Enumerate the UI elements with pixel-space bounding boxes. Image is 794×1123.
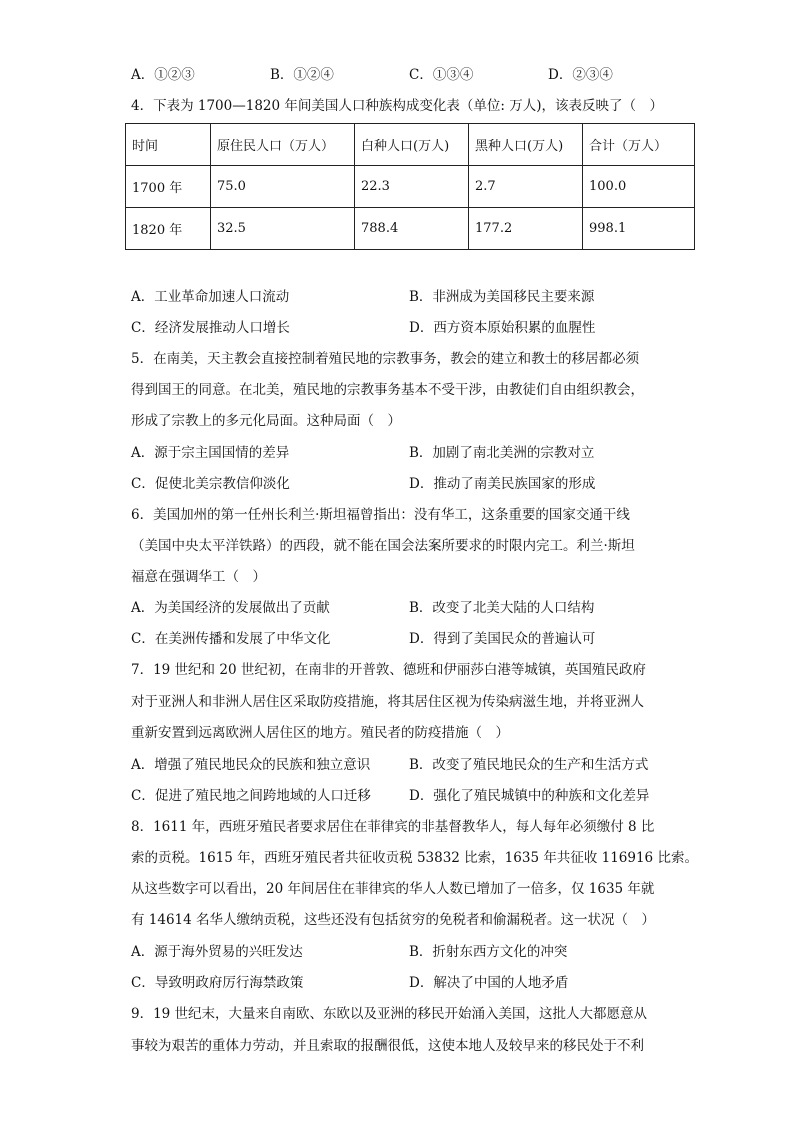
q6-line: 6．美国加州的第一任州长利兰·斯坦福曾指出：没有华工，这条重要的国家交通干线 [131,507,630,523]
q4-option-c: C．经济发展推动人口增长 [131,320,290,336]
q5-option-a: A．源于宗主国国情的差异 [131,445,290,461]
table-cell: 788.4 [355,208,469,250]
table-cell: 998.1 [583,208,695,250]
table-cell: 32.5 [211,208,355,250]
q5-line: 5．在南美，天主教会直接控制着殖民地的宗教事务，教会的建立和教士的移居都必须 [131,351,640,367]
q6-option-d: D．得到了美国民众的普遍认可 [409,631,596,647]
table-header-row [126,124,695,166]
q7-option-c: C．促进了殖民地之间跨地域的人口迁移 [131,788,371,804]
table-cell: 2.7 [469,166,583,208]
q4-option-a: A．工业革命加速人口流动 [131,289,290,305]
table-header-cell: 原住民人口（万人） [211,124,355,166]
table-cell: 22.3 [355,166,469,208]
q8-line: 索的贡税。1615 年，西班牙殖民者共征收贡税 53832 比索，1635 年共征收 116916 比索。 [131,850,698,866]
q7-line: 7．19 世纪和 20 世纪初，在南非的开普敦、德班和伊丽莎白港等城镇，英国殖民政府 [131,662,646,678]
q8-line: 8．1611 年，西班牙殖民者要求居住在菲律宾的非基督教华人，每人每年必须缴付 8 比 [131,819,655,835]
q8-option-a: A．源于海外贸易的兴旺发达 [131,944,303,960]
q4-option-b: B．非洲成为美国移民主要来源 [409,289,595,305]
table-header-cell: 白种人口(万人) [355,124,469,166]
q4-stem: 4．下表为 1700—1820 年间美国人口种族构成变化表（单位: 万人)，该表反映了（ ） [131,98,663,114]
table-row [126,166,695,208]
table-header-cell: 时间 [126,124,211,166]
q4-option-d: D．西方资本原始积累的血腥性 [409,320,596,336]
q8-option-b: B．折射东西方文化的冲突 [409,944,568,960]
table-cell: 1820 年 [126,208,211,250]
table-cell: 1700 年 [126,166,211,208]
table-cell: 75.0 [211,166,355,208]
table-header-cell: 合计（万人） [583,124,695,166]
table-cell: 100.0 [583,166,695,208]
q5-line: 得到国王的同意。在北美，殖民地的宗教事务基本不受干涉，由教徒们自由组织教会， [131,382,644,398]
table-cell: 177.2 [469,208,583,250]
q5-option-d: D．推动了南美民族国家的形成 [409,476,596,492]
q5-line: 形成了宗教上的多元化局面。这种局面（ ） [131,413,401,429]
q8-line: 从这些数字可以看出，20 年间居住在菲律宾的华人人数已增加了一倍多，仅 1635 年就 [131,881,655,897]
option-c-top: C．①③④ [409,67,474,83]
q6-option-b: B．改变了北美大陆的人口结构 [409,600,595,616]
option-a-top: A．①②③ [131,67,195,83]
q9-line: 事较为艰苦的重体力劳动，并且索取的报酬很低，这使本地人及较早来的移民处于不利 [131,1038,644,1054]
q5-option-c: C．促使北美宗教信仰淡化 [131,476,290,492]
q6-line: （美国中央太平洋铁路）的西段，就不能在国会法案所要求的时限内完工。利兰·斯坦 [131,538,635,554]
option-b-top: B．①②④ [270,67,334,83]
q6-option-a: A．为美国经济的发展做出了贡献 [131,600,330,616]
table-header-cell: 黑种人口(万人) [469,124,583,166]
q6-option-c: C．在美洲传播和发展了中华文化 [131,631,331,647]
option-d-top: D．②③④ [548,67,613,83]
q7-line: 对于亚洲人和非洲人居住区采取防疫措施，将其居住区视为传染病滋生地，并将亚洲人 [131,694,644,710]
q8-line: 有 14614 名华人缴纳贡税，这些还没有包括贫穷的免税者和偷漏税者。这一状况（ ） [131,912,656,928]
q8-option-c: C．导致明政府厉行海禁政策 [131,975,304,991]
q7-option-a: A．增强了殖民地民众的民族和独立意识 [131,757,371,773]
table-row [126,208,695,250]
population-table [125,123,695,250]
q6-line: 福意在强调华工（ ） [131,569,266,585]
q9-line: 9．19 世纪末，大量来自南欧、东欧以及亚洲的移民开始涌入美国，这批人大都愿意从 [131,1006,648,1022]
q7-option-b: B．改变了殖民地民众的生产和生活方式 [409,757,649,773]
q8-option-d: D．解决了中国的人地矛盾 [409,975,569,991]
q5-option-b: B．加剧了南北美洲的宗教对立 [409,445,595,461]
q7-line: 重新安置到远离欧洲人居住区的地方。殖民者的防疫措施（ ） [131,725,509,741]
q7-option-d: D．强化了殖民城镇中的种族和文化差异 [409,788,650,804]
